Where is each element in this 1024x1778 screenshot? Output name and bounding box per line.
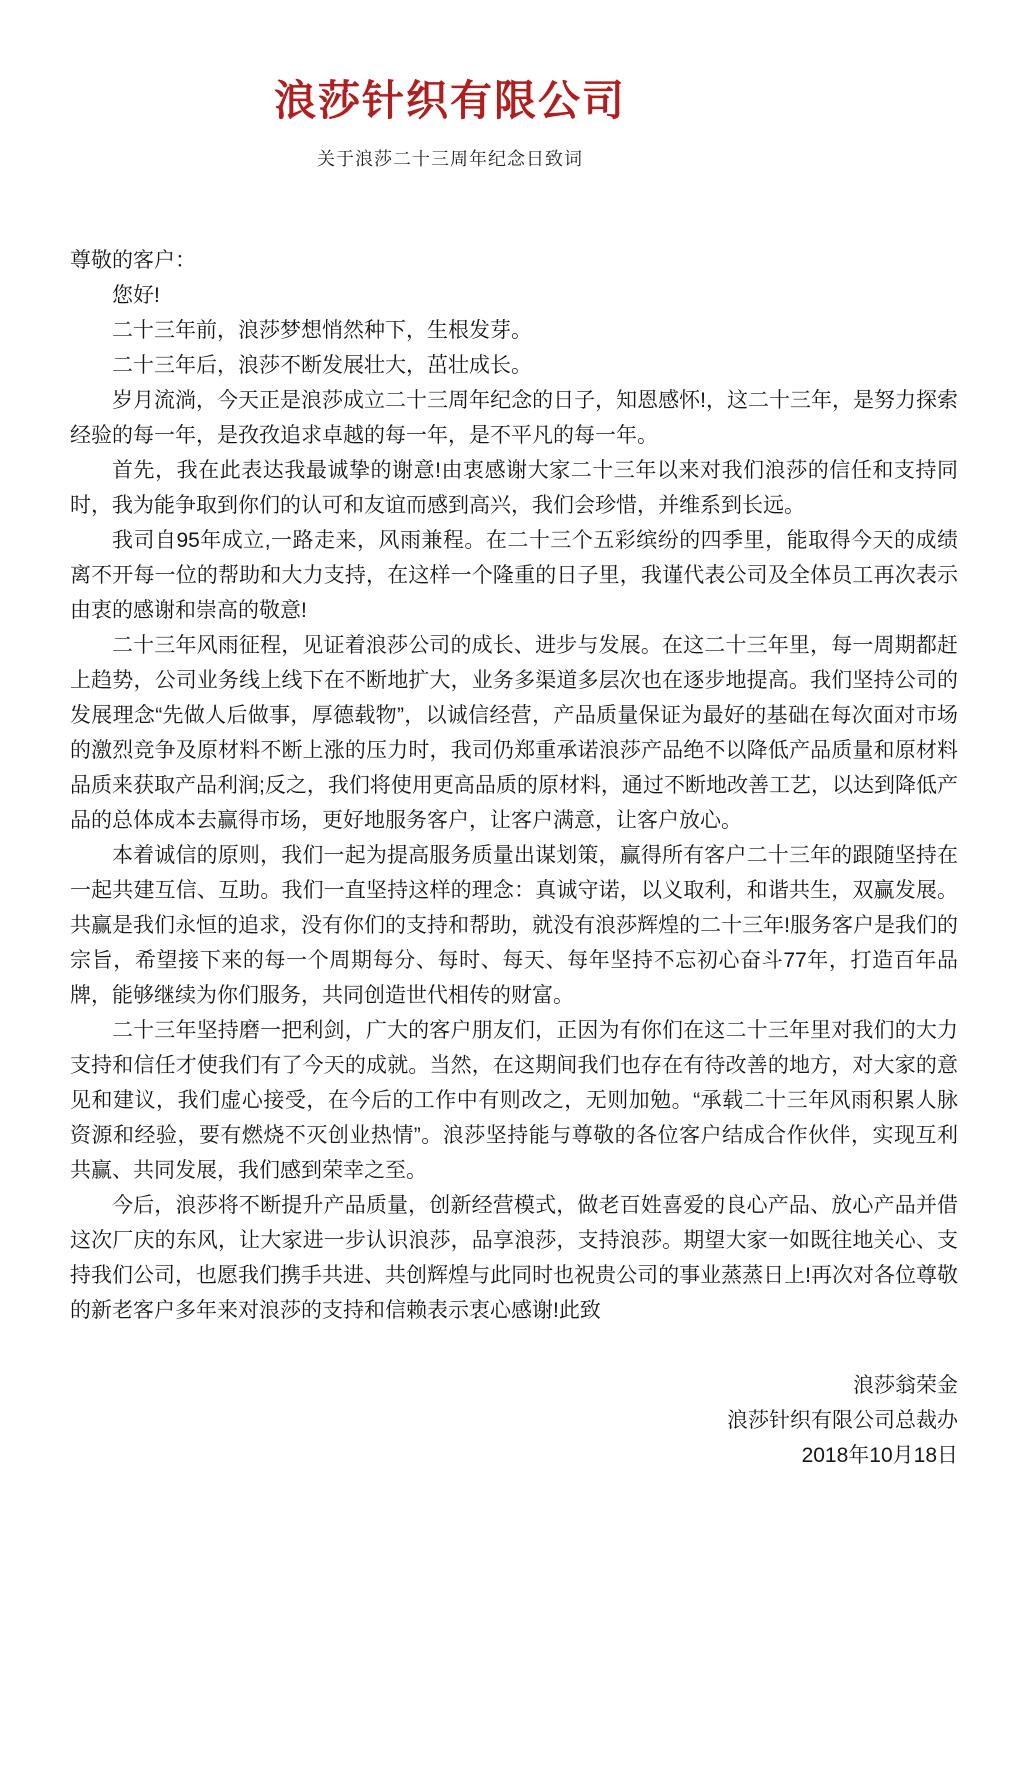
paragraph: 二十三年前，浪莎梦想悄然种下，生根发芽。 xyxy=(112,319,532,342)
signature-name: 浪莎翁荣金 xyxy=(853,1374,958,1397)
paragraph: 您好! xyxy=(112,284,160,307)
paragraph: 我司自95年成立,一路走来，风雨兼程。在二十三个五彩缤纷的四季里，能取得今天的成绩离不开每一位的帮助和大力支持，在这样一个隆重的日子里，我谨代表公司及全体员工再次表示由衷的感谢和崇高的敬意! xyxy=(70,529,958,622)
paragraph: 二十三年坚持磨一把利剑，广大的客户朋友们，正因为有你们在这二十三年里对我们的大力支持和信任才使我们有了今天的成就。当然，在这期间我们也存在有待改善的地方，对大家的意见和建议，我们虚心接受，在今后的工作中有则改之，无则加勉。“承载二十三年风雨积累人脉资源和经验，要有燃烧不灭创业热情”。浪莎坚持能与尊敬的各位客户结成合作伙伴，实现互利共赢、共同发展，我们感到荣幸之至。 xyxy=(70,1019,958,1182)
letter-body xyxy=(70,243,958,1328)
salutation: 尊敬的客户： xyxy=(70,249,196,272)
paragraph: 二十三年风雨征程，见证着浪莎公司的成长、进步与发展。在这二十三年里，每一周期都赶上趋势，公司业务线上线下在不断地扩大，业务多渠道多层次也在逐步地提高。我们坚持公司的发展理念“先做人后做事，厚德载物”，以诚信经营，产品质量保证为最好的基础在每次面对市场的激烈竞争及原材料不断上涨的压力时，我司仍郑重承诺浪莎产品绝不以降低产品质量和原材料品质来获取产品利润;反之，我们将使用更高品质的原材料，通过不断地改善工艺，以达到降低产品的总体成本去赢得市场，更好地服务客户，让客户满意，让客户放心。 xyxy=(70,634,958,832)
paragraph: 今后，浪莎将不断提升产品质量，创新经营模式，做老百姓喜爱的良心产品、放心产品并借这次厂庆的东风，让大家进一步认识浪莎，品享浪莎，支持浪莎。期望大家一如既往地关心、支持我们公司，也愿我们携手共进、共创辉煌与此同时也祝贵公司的事业蒸蒸日上!再次对各位尊敬的新老客户多年来对浪莎的支持和信赖表示衷心感谢!此致 xyxy=(70,1194,958,1322)
paragraph: 本着诚信的原则，我们一起为提高服务质量出谋划策，赢得所有客户二十三年的跟随坚持在一起共建互信、互助。我们一直坚持这样的理念：真诚守诺，以义取利，和谐共生，双赢发展。共赢是我们永恒的追求，没有你们的支持和帮助，就没有浪莎辉煌的二十三年!服务客户是我们的宗旨，希望接下来的每一个周期每分、每时、每天、每年坚持不忘初心奋斗77年，打造百年品牌，能够继续为你们服务，共同创造世代相传的财富。 xyxy=(70,844,958,1007)
paragraph: 二十三年后，浪莎不断发展壮大，茁壮成长。 xyxy=(112,354,532,377)
document-subtitle: 关于浪莎二十三周年纪念日致词 xyxy=(317,149,583,169)
signature-department: 浪莎针织有限公司总裁办 xyxy=(727,1409,958,1432)
document-title: 浪莎针织有限公司 xyxy=(273,77,626,124)
paragraph: 首先，我在此表达我最诚挚的谢意!由衷感谢大家二十三年以来对我们浪莎的信任和支持同时，我为能争取到你们的认可和友谊而感到高兴，我们会珍惜，并维系到长远。 xyxy=(70,459,958,517)
paragraph: 岁月流淌，今天正是浪莎成立二十三周年纪念的日子，知恩感怀!，这二十三年，是努力探索经验的每一年，是孜孜追求卓越的每一年，是不平凡的每一年。 xyxy=(70,389,958,447)
signature-block xyxy=(70,1368,958,1473)
document-header xyxy=(6,78,894,169)
signature-date: 2018年10月18日 xyxy=(801,1444,958,1467)
